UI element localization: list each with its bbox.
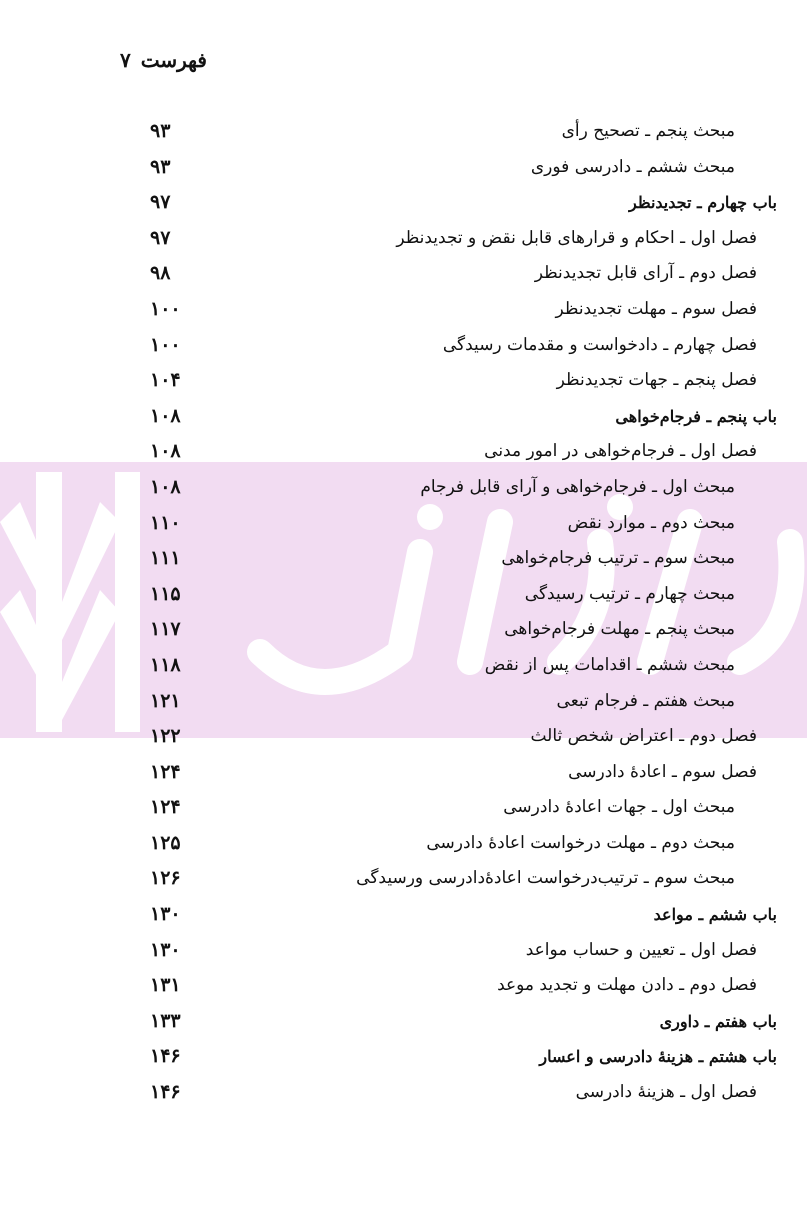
- table-of-contents: [0, 114, 807, 1111]
- toc-entry: [0, 790, 807, 826]
- toc-entry-title: مبحث پنجم ـ مهلت فرجام‌خواهی: [504, 619, 735, 640]
- toc-entry-title: مبحث اول ـ فرجام‌خواهی و آرای قابل فرجام: [420, 476, 735, 497]
- toc-entry: [0, 256, 807, 292]
- toc-entry: [0, 363, 807, 399]
- header-page-number: ۷: [120, 48, 131, 72]
- toc-entry-page: ۹۷: [150, 191, 171, 214]
- toc-entry-page: ۱۰۰: [150, 297, 181, 320]
- toc-entry-title: باب چهارم ـ تجدیدنظر: [629, 193, 777, 213]
- toc-entry-title: فصل دوم ـ آرای قابل تجدیدنظر: [534, 263, 757, 284]
- toc-entry-page: ۱۲۵: [150, 831, 181, 854]
- toc-entry-page: ۱۴۶: [150, 1045, 181, 1068]
- toc-entry-page: ۱۱۰: [150, 511, 181, 534]
- toc-entry-title: باب هفتم ـ داوری: [659, 1011, 777, 1031]
- toc-entry: [0, 861, 807, 897]
- toc-entry: [0, 1075, 807, 1111]
- toc-entry-title: مبحث دوم ـ موارد نقض: [567, 512, 735, 533]
- toc-entry-title: فصل اول ـ هزینهٔ دادرسی: [575, 1082, 757, 1103]
- toc-entry-title: مبحث ششم ـ دادرسی فوری: [530, 156, 735, 177]
- header-label: فهرست: [140, 48, 207, 72]
- toc-entry: [0, 968, 807, 1004]
- toc-entry-page: ۱۰۸: [150, 475, 181, 498]
- page-header: [120, 40, 260, 80]
- toc-entry-page: ۱۲۴: [150, 760, 181, 783]
- toc-entry: [0, 933, 807, 969]
- toc-entry: [0, 719, 807, 755]
- toc-entry-page: ۱۰۰: [150, 333, 181, 356]
- toc-entry-title: مبحث دوم ـ مهلت درخواست اعادهٔ دادرسی: [426, 832, 735, 853]
- toc-entry-title: فصل اول ـ فرجام‌خواهی در امور مدنی: [484, 441, 757, 462]
- toc-entry-page: ۱۰۸: [150, 440, 181, 463]
- toc-entry-page: ۱۰۸: [150, 404, 181, 427]
- toc-entry-page: ۱۳۱: [150, 974, 181, 997]
- toc-entry-title: مبحث چهارم ـ ترتیب رسیدگی: [524, 583, 735, 604]
- toc-entry: [0, 328, 807, 364]
- toc-entry: [0, 826, 807, 862]
- toc-entry: [0, 541, 807, 577]
- toc-entry-page: ۹۳: [150, 155, 171, 178]
- toc-entry: [0, 612, 807, 648]
- toc-entry-title: باب ششم ـ مواعد: [653, 905, 777, 925]
- toc-entry: [0, 755, 807, 791]
- toc-entry-page: ۱۲۱: [150, 689, 181, 712]
- toc-entry-title: مبحث هفتم ـ فرجام تبعی: [556, 690, 735, 711]
- toc-entry: [0, 150, 807, 186]
- toc-entry: [0, 399, 807, 435]
- toc-entry-title: مبحث سوم ـ ترتیب‌درخواست اعادهٔ‌دادرسی ورسیدگی: [356, 868, 735, 889]
- toc-entry-page: ۱۱۱: [150, 547, 181, 570]
- toc-entry-title: فصل چهارم ـ دادخواست و مقدمات رسیدگی: [442, 334, 757, 355]
- toc-entry-title: فصل دوم ـ اعتراض شخص ثالث: [530, 726, 757, 747]
- toc-entry-title: فصل اول ـ احکام و قرارهای قابل نقض و تجدیدنظر: [396, 227, 757, 248]
- toc-entry-page: ۱۲۴: [150, 796, 181, 819]
- toc-entry-page: ۱۱۸: [150, 653, 181, 676]
- toc-entry: [0, 648, 807, 684]
- toc-entry-page: ۱۴۶: [150, 1081, 181, 1104]
- toc-entry-page: ۱۱۵: [150, 582, 181, 605]
- toc-entry: [0, 1039, 807, 1075]
- toc-entry-page: ۱۱۷: [150, 618, 181, 641]
- toc-entry: [0, 506, 807, 542]
- toc-entry-title: فصل سوم ـ اعادهٔ دادرسی: [568, 761, 757, 782]
- toc-entry-page: ۱۲۲: [150, 725, 181, 748]
- toc-entry: [0, 684, 807, 720]
- toc-entry-page: ۱۳۰: [150, 903, 181, 926]
- toc-entry-title: مبحث پنجم ـ تصحیح رأی: [561, 121, 735, 141]
- toc-entry: [0, 577, 807, 613]
- toc-entry-title: فصل دوم ـ دادن مهلت و تجدید موعد: [497, 975, 757, 996]
- toc-entry-page: ۱۳۳: [150, 1009, 181, 1032]
- toc-entry-title: فصل اول ـ تعیین و حساب مواعد: [525, 939, 757, 960]
- toc-entry: [0, 221, 807, 257]
- toc-entry: [0, 470, 807, 506]
- toc-entry-title: فصل پنجم ـ جهات تجدیدنظر: [556, 370, 757, 391]
- toc-entry-title: مبحث سوم ـ ترتیب فرجام‌خواهی: [501, 548, 735, 569]
- toc-entry-page: ۱۳۰: [150, 938, 181, 961]
- toc-entry: [0, 114, 807, 150]
- toc-entry-title: مبحث اول ـ جهات اعادهٔ دادرسی: [503, 797, 735, 818]
- toc-entry-title: فصل سوم ـ مهلت تجدیدنظر: [555, 298, 757, 319]
- toc-entry: [0, 185, 807, 221]
- toc-entry-title: باب هشتم ـ هزینهٔ دادرسی و اعسار: [539, 1047, 777, 1067]
- toc-entry-page: ۹۸: [150, 262, 171, 285]
- toc-entry-page: ۱۲۶: [150, 867, 181, 890]
- toc-entry: [0, 897, 807, 933]
- toc-entry: [0, 292, 807, 328]
- toc-entry: [0, 434, 807, 470]
- toc-entry-title: مبحث ششم ـ اقدامات پس از نقض: [484, 654, 735, 675]
- toc-entry-page: ۹۷: [150, 226, 171, 249]
- toc-entry-page: ۹۳: [150, 120, 171, 142]
- toc-entry: [0, 1004, 807, 1040]
- toc-entry-title: باب پنجم ـ فرجام‌خواهی: [615, 406, 777, 426]
- toc-entry-page: ۱۰۴: [150, 369, 181, 392]
